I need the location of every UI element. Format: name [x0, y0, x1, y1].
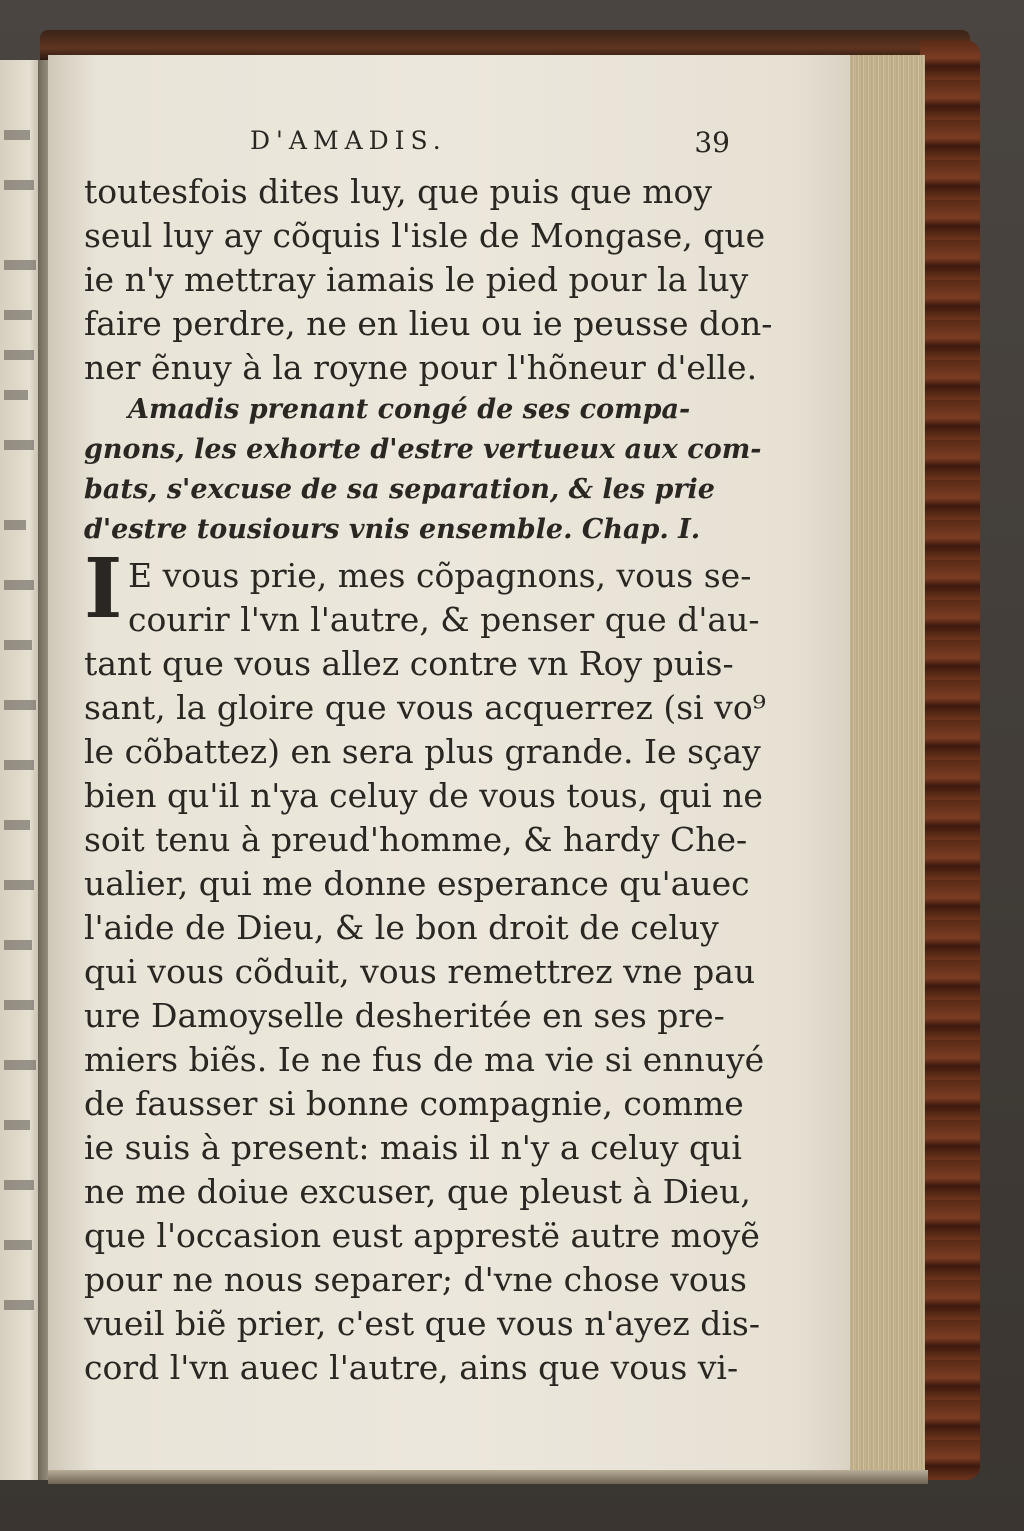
text-line: miers biẽs. Ie ne fus de ma vie si ennuyé — [84, 1040, 765, 1079]
page-number: 39 — [694, 126, 730, 159]
text-line: que l'occasion eust apprestë autre moyẽ — [84, 1216, 760, 1255]
text-line: toutesfois dites luy, que puis que moy — [84, 172, 713, 211]
page-bottom-edge — [48, 1470, 928, 1484]
text-line: ure Damoyselle desheritée en ses pre- — [84, 996, 725, 1035]
page-fore-edge — [850, 55, 925, 1480]
text-line: seul luy ay cõquis l'isle de Mongase, que — [84, 216, 766, 255]
page-header — [250, 126, 730, 162]
text-line: E vous prie, mes cõpagnons, vous se- — [128, 556, 752, 595]
text-line: ner ẽnuy à la royne pour l'hõneur d'elle. — [84, 348, 758, 387]
leather-binding — [920, 40, 980, 1480]
text-line: soit tenu à preud'homme, & hardy Che- — [84, 820, 748, 859]
text-line: le cõbattez) en sera plus grande. Ie sçay — [84, 732, 761, 771]
text-line: de fausser si bonne compagnie, comme — [84, 1084, 744, 1123]
text-line: ne me doiue excuser, que pleust à Dieu, — [84, 1172, 751, 1211]
text-line: courir l'vn l'autre, & penser que d'au- — [128, 600, 760, 639]
text-line: vueil biẽ prier, c'est que vous n'ayez dis- — [84, 1304, 761, 1343]
chapter-rubric-line: d'estre tousiours vnis ensemble. Chap. I. — [84, 514, 701, 545]
text-line: ie suis à present: mais il n'y a celuy qui — [84, 1128, 742, 1167]
chapter-rubric-line: bats, s'excuse de sa separation, & les prie — [84, 474, 715, 505]
text-line: cord l'vn auec l'autre, ains que vous vi- — [84, 1348, 739, 1387]
text-line: ualier, qui me donne esperance qu'auec — [84, 864, 750, 903]
chapter-rubric-line: gnons, les exhorte d'estre vertueux aux com- — [84, 434, 762, 465]
facing-page — [0, 60, 42, 1480]
text-line: sant, la gloire que vous acquerrez (si vo⁹ — [84, 688, 766, 727]
text-line: faire perdre, ne en lieu ou ie peusse don- — [84, 304, 773, 343]
text-line: pour ne nous separer; d'vne chose vous — [84, 1260, 747, 1299]
text-line: qui vous cõduit, vous remettrez vne pau — [84, 952, 756, 991]
text-line: l'aide de Dieu, & le bon droit de celuy — [84, 908, 719, 947]
text-line: bien qu'il n'ya celuy de vous tous, qui ne — [84, 776, 763, 815]
chapter-rubric-line: Amadis prenant congé de ses compa- — [128, 394, 691, 425]
text-line: ie n'y mettray iamais le pied pour la luy — [84, 260, 749, 299]
drop-cap: I — [84, 541, 123, 637]
running-head: D'AMADIS. — [250, 126, 447, 155]
text-line: tant que vous allez contre vn Roy puis- — [84, 644, 734, 683]
